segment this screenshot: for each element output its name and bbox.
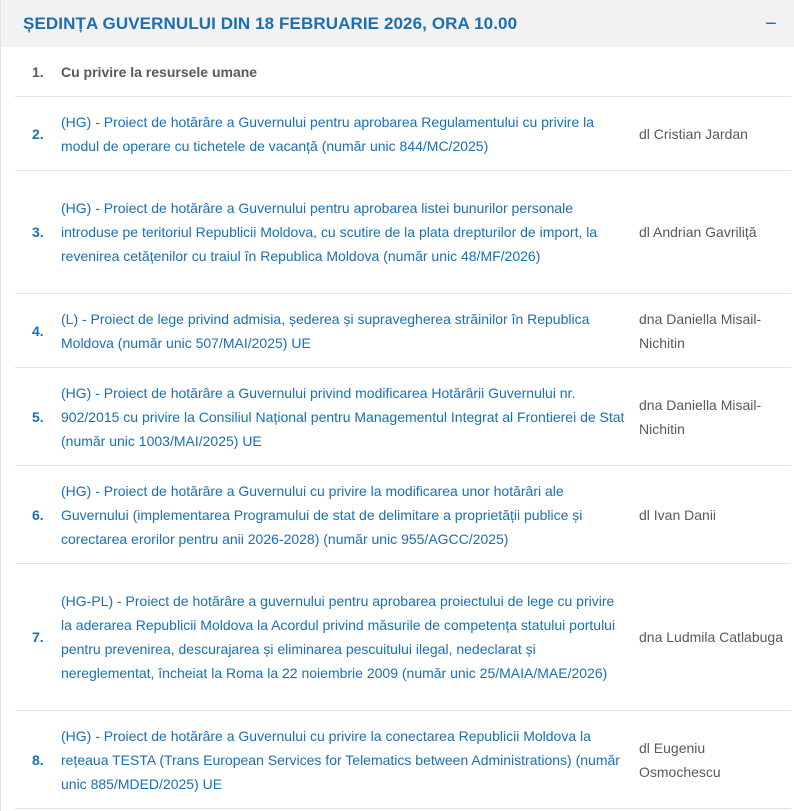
item-speaker: dna Daniella Misail-Nichitin xyxy=(639,396,762,437)
item-number: 5. xyxy=(32,408,44,425)
item-speaker: dl Eugeniu Osmochescu xyxy=(639,739,721,780)
agenda-item-row xyxy=(15,97,791,171)
item-speaker: dl Ivan Danii xyxy=(639,506,717,523)
collapse-icon[interactable]: − xyxy=(765,12,777,35)
item-title-link[interactable]: (HG) - Proiect de hotărâre a Guvernului cu privire la conectarea Republicii Moldova la rețeaua TESTA (Trans European Services for Telematics between Administrations) (număr unic 885/MDED/2025) UE xyxy=(61,727,620,792)
item-title-link[interactable]: (L) - Proiect de lege privind admisia, șederea și supravegherea străinilor în Republica Moldova (număr unic 507/MAI/2025) UE xyxy=(61,310,590,351)
panel-header[interactable] xyxy=(1,0,794,47)
item-number: 3. xyxy=(32,224,44,240)
item-number: 4. xyxy=(32,322,44,339)
item-speaker: dl Andrian Gavriliță xyxy=(639,224,757,240)
section-header-row xyxy=(15,47,791,97)
item-speaker: dna Daniella Misail-Nichitin xyxy=(639,310,762,351)
item-number: 8. xyxy=(32,751,44,768)
agenda-item-row xyxy=(15,294,791,368)
item-title-link[interactable]: (HG) - Proiect de hotărâre a Guvernului cu privire la modificarea unor hotărâri ale Guvernului (implementarea Programului de stat de delimitare a proprietății publice și corectarea erorilor pentru anii 2026-2028) (număr unic 955/AGCC/2025) xyxy=(61,482,583,547)
agenda-list xyxy=(1,47,794,809)
item-number: 7. xyxy=(32,629,44,645)
agenda-item-row xyxy=(15,466,791,564)
item-title-link[interactable]: (HG-PL) - Proiect de hotărâre a guvernului pentru aprobarea proiectului de lege cu privire la aderarea Republicii Moldova la Acordul privind măsurile de competența statului portului pentru prevenirea, descurajarea și eliminarea pescuitului ilegal, nedeclarat și nereglementat, încheiat la Roma la 22 noiembrie 2009 (număr unic 25/MAIA/MAE/2026) xyxy=(61,593,616,681)
page-title: ȘEDINȚA GUVERNULUI DIN 18 FEBRUARIE 2026, ORA 10.00 xyxy=(23,13,518,33)
item-speaker: dl Cristian Jardan xyxy=(639,125,748,142)
item-title-link[interactable]: (HG) - Proiect de hotărâre a Guvernului privind modificarea Hotărârii Guvernului nr. 902/2015 cu privire la Consiliul Național pentru Managementul Integrat al Frontierei de Stat (număr unic 1003/MAI/2025) UE xyxy=(61,384,625,449)
agenda-item-row xyxy=(15,368,791,466)
agenda-item-row xyxy=(15,711,791,809)
agenda-item-row xyxy=(15,171,791,294)
item-title-link[interactable]: (HG) - Proiect de hotărâre a Guvernului pentru aprobarea listei bunurilor personale introduse pe teritoriul Republicii Moldova, cu scutire de la plata drepturilor de import, la revenirea cetățenilor cu traiul în Republica Moldova (număr unic 48/MF/2026) xyxy=(61,200,598,264)
section-label: Cu privire la resursele umane xyxy=(61,63,258,80)
item-title-link[interactable]: (HG) - Proiect de hotărâre a Guvernului pentru aprobarea Regulamentului cu privire la modul de operare cu tichetele de vacanță (număr unic 844/MC/2025) xyxy=(61,113,595,154)
agenda-item-row xyxy=(15,564,791,711)
item-number: 2. xyxy=(32,125,44,142)
item-number: 6. xyxy=(32,506,44,523)
section-number: 1. xyxy=(32,63,44,80)
item-speaker: dna Ludmila Catlabuga xyxy=(639,629,783,645)
